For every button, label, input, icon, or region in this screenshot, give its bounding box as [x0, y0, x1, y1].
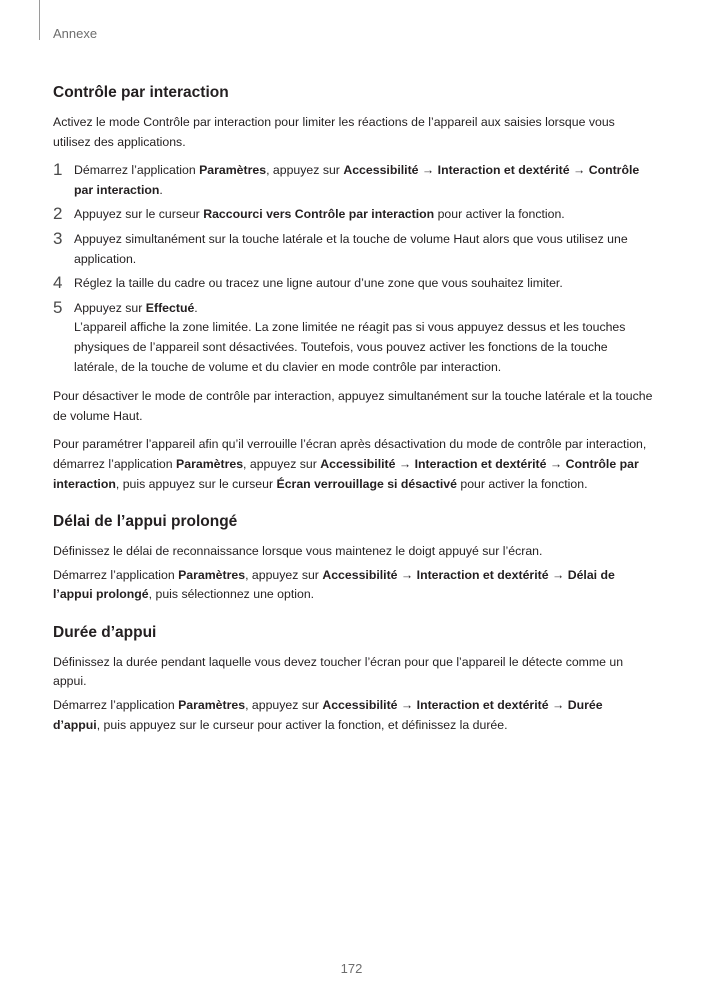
step-list	[53, 161, 653, 377]
page-content	[53, 83, 653, 739]
section-title-long-press-delay: Délai de l’appui prolongé	[53, 513, 238, 531]
tap-duration-instructions: Démarrez l’application Paramètres, appuyez sur Accessibilité → Interaction et dextérité → Durée d’appui, puis appuyez sur le curseur pour activer la fonction, et définissez la durée.	[53, 698, 603, 732]
step-note: L’appareil affiche la zone limitée. La zone limitée ne réagit pas si vous appuyez dessus et les touches physiques de l’appareil sont désactivées. Toutefois, vous pouvez activer les fonctions de la touche latérale, de la touche de volume et du clavier en mode contrôle par interaction.	[74, 320, 626, 374]
step-item	[53, 230, 653, 269]
intro-paragraph: Activez le mode Contrôle par interaction pour limiter les réactions de l’appareil aux saisies lorsque vous utilisez des applications.	[53, 115, 615, 149]
section-header: Annexe	[53, 26, 98, 41]
step-number: 2	[53, 204, 63, 224]
step-text: Appuyez sur Effectué. L’appareil affiche la zone limitée. La zone limitée ne réagit pas si vous appuyez dessus et les touches physiques de l’appareil sont désactivées. Toutefois, vous pouvez activer les fonctions de la touche latérale, de la touche de volume et du clavier en mode contrôle par interaction.	[74, 300, 626, 374]
step-text: Appuyez simultanément sur la touche latérale et la touche de volume Haut alors que vous utilisez une application.	[74, 231, 628, 266]
step-item	[53, 274, 653, 294]
long-press-instructions: Démarrez l’application Paramètres, appuyez sur Accessibilité → Interaction et dextérité → Délai de l’appui prolongé, puis sélectionnez une option.	[53, 567, 615, 602]
step-text: Démarrez l’application Paramètres, appuyez sur Accessibilité → Interaction et dextérité → Contrôle par interaction.	[74, 163, 640, 197]
section-title-interaction-control: Contrôle par interaction	[53, 84, 229, 101]
step-item	[53, 299, 653, 377]
step-item	[53, 161, 653, 200]
header-divider	[39, 0, 40, 40]
section-title-tap-duration: Durée d’appui	[53, 623, 157, 641]
tap-duration-description: Définissez la durée pendant laquelle vous devez toucher l’écran pour que l’appareil le détecte comme un appui.	[53, 654, 624, 689]
step-number: 3	[53, 228, 63, 248]
step-item	[53, 205, 653, 225]
step-text: Réglez la taille du cadre ou tracez une ligne autour d’une zone que vous souhaitez limiter.	[74, 276, 563, 291]
lock-screen-paragraph: Pour paramétrer l’appareil afin qu’il verrouille l’écran après désactivation du mode de contrôle par interaction, démarrez l’application Paramètres, appuyez sur Accessibilité → Interaction et dextérité → Contrôle par interaction, puis appuyez sur le curseur Écran verrouillage si désactivé pour activer la fonction.	[53, 437, 647, 491]
long-press-description: Définissez le délai de reconnaissance lorsque vous maintenez le doigt appuyé sur l’écran.	[53, 544, 543, 559]
page-number: 172	[340, 961, 363, 976]
disable-paragraph: Pour désactiver le mode de contrôle par interaction, appuyez simultanément sur la touche latérale et la touche de volume Haut.	[53, 389, 653, 423]
step-number: 5	[53, 297, 63, 317]
step-text: Appuyez sur le curseur Raccourci vers Contrôle par interaction pour activer la fonction.	[74, 207, 565, 222]
step-number: 1	[53, 160, 63, 180]
step-number: 4	[53, 273, 63, 293]
